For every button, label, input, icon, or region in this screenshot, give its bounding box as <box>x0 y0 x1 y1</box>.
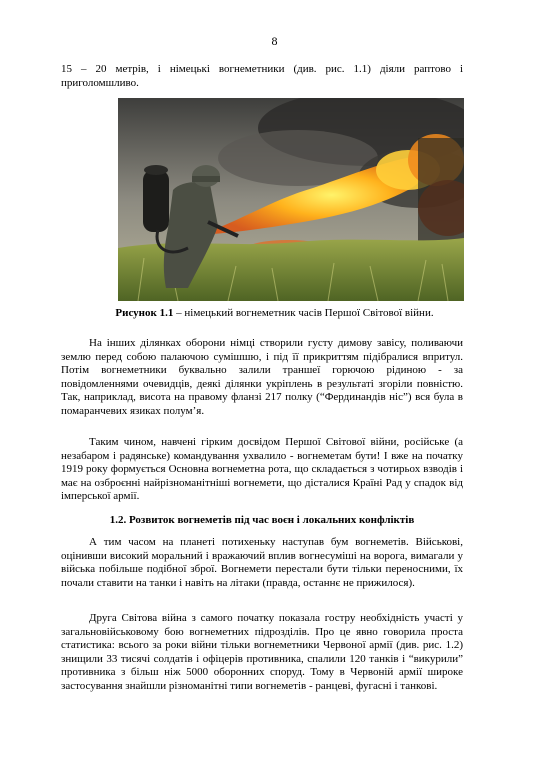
figure-caption <box>0 307 549 320</box>
paragraph <box>61 337 463 419</box>
paragraph-text: На інших ділянках оборони німці створили густу димову завісу, поливаючи землю перед собою палаючою сумішшю, і під її прикриттям підібралися впритул. Потім вогнеметники буквально залили траншеї горючою рідиною - за повідомленнями очевидців, деякі ділянки укріплень в результаті згоріли повністю. Так, наприклад, висота на правому фланзі 217 полку (“Фердинандів ніс”) вся була в помаранчевих язиках полум’я. <box>61 337 463 417</box>
section-heading: 1.2. Розвиток вогнеметів під час воєн і локальних конфліктів <box>109 514 415 526</box>
figure-flamethrower-photo <box>118 98 464 301</box>
paragraph <box>61 612 463 694</box>
figure-caption-text: – німецький вогнеметник часів Першої Світової війни. <box>173 307 434 319</box>
paragraph <box>61 436 463 504</box>
flamethrower-photo <box>118 98 464 301</box>
paragraph-text: Друга Світова війна з самого початку показала гостру необхідність участі у загальновійськовому бою вогнеметних підрозділів. Про це явно говорила проста статистика: всього за роки війни тільки вогнеметники Червоної армії (див. рис. 1.2) знищили 33 тисячі солдатів і офіцерів противника, спалили 120 танків і “викурили” противника з більш ніж 5000 оборонних споруд. Тому в Червоній армії широке застосування знайшли різноманітні типи вогнеметів - ранцеві, фугасні і танкові. <box>61 612 463 692</box>
paragraph-intro <box>61 63 463 90</box>
paragraph-text: Таким чином, навчені гірким досвідом Першої Світової війни, російське (а незабаром і радянське) командування ухвалило - вогнеметам бути! І вже на початку 1919 року формується Основна вогнеметна рота, що складається з чотирьох взводів і має на озброєнні найрізноманітніші вогнемети, що дісталися Країні Рад у спадок від імперської армії. <box>61 436 463 503</box>
paragraph-text: 15 – 20 метрів, і німецькі вогнеметники (див. рис. 1.1) діяли раптово і приголомшливо. <box>61 63 463 89</box>
page-number: 8 <box>271 34 278 48</box>
figure-label: Рисунок 1.1 <box>115 307 174 319</box>
paragraph-text: А тим часом на планеті потихеньку наступав бум вогнеметів. Військові, оцінивши високий моральний і вражаючий вплив вогнесуміші на ворога, вимагали у війська побільше подібної зброї. Вогнемети перестали бути тільки переносними, їх почали ставити на танки і навіть на літаки (правда, останнє не прижилося). <box>61 536 463 589</box>
paragraph <box>61 536 463 590</box>
